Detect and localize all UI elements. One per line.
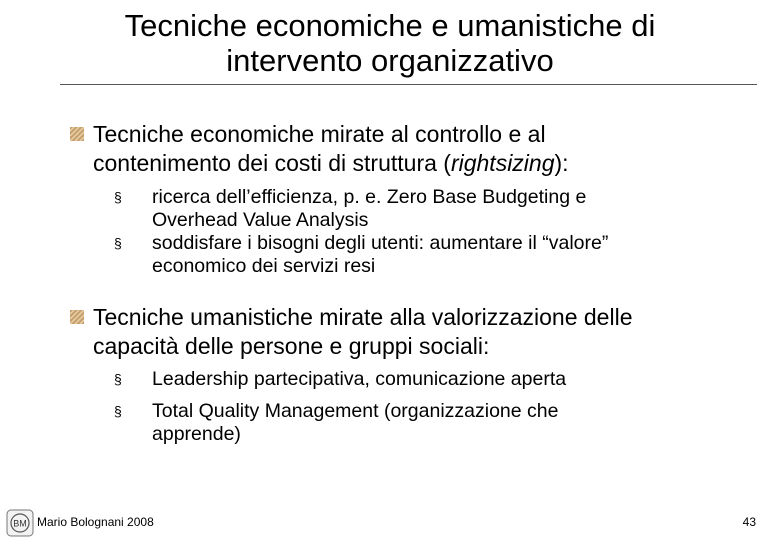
bullet-economic <box>93 120 763 178</box>
title-divider <box>60 84 757 85</box>
footer-author: Mario Bolognani 2008 <box>37 515 154 529</box>
title-line-1: Tecniche economiche e umanistiche di <box>124 8 656 43</box>
textured-bullet-icon <box>70 310 84 324</box>
slide-title <box>60 8 720 78</box>
svg-text:BM: BM <box>13 518 27 529</box>
bullet-humanistic-line2: capacità delle persone e gruppi sociali: <box>93 333 490 359</box>
page-number: 43 <box>742 515 756 529</box>
title-line-2: intervento organizzativo <box>226 43 554 78</box>
bullet-humanistic-line1: Tecniche umanistiche mirate alla valorizzazione delle <box>93 304 633 330</box>
bullet-humanistic <box>93 303 763 361</box>
bullet-economic-line1: Tecniche economiche mirate al controllo e al <box>93 121 546 147</box>
subbullet-user-needs: soddisfare i bisogni degli utenti: aumentare il “valore” economico dei servizi resi <box>152 232 609 277</box>
section-marker: § <box>114 403 122 419</box>
section-marker: § <box>114 371 122 387</box>
author-logo-icon <box>6 509 34 537</box>
bullet-economic-line2: contenimento dei costi di struttura (rightsizing): <box>93 150 569 176</box>
rightsizing-term: rightsizing <box>450 150 555 176</box>
subbullet-efficiency: ricerca dell’efficienza, p. e. Zero Base Budgeting e Overhead Value Analysis <box>152 186 587 231</box>
section-marker: § <box>114 235 122 251</box>
section-marker: § <box>114 189 122 205</box>
subbullet-tqm: Total Quality Management (organizzazione che apprende) <box>152 400 559 445</box>
textured-bullet-icon <box>70 127 84 141</box>
subbullet-leadership: Leadership partecipativa, comunicazione aperta <box>152 368 567 390</box>
